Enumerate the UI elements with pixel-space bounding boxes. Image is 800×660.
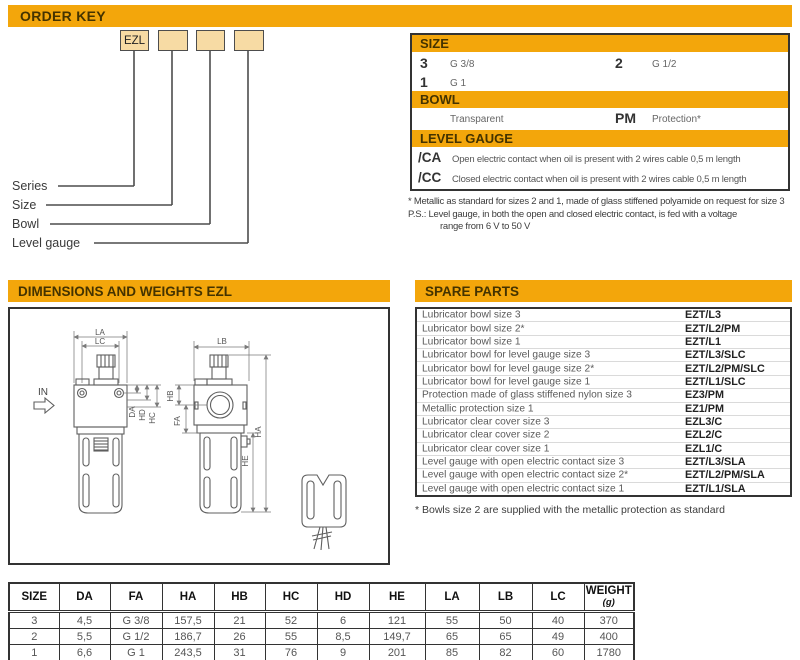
footnote-ps-line2: range from 6 V to 50 V	[440, 221, 531, 232]
dimensions-title: DIMENSIONS AND WEIGHTS EZL	[18, 283, 233, 299]
level-gauge-bracket-drawing	[302, 475, 346, 550]
spare-parts-list	[415, 307, 792, 497]
levelgauge-code-ca: /CA	[418, 150, 442, 165]
levelgauge-code-cc: /CC	[418, 170, 442, 185]
table-cell: 55	[425, 612, 479, 629]
table-cell: 76	[265, 645, 317, 660]
spare-part-code: EZL2/C	[685, 429, 723, 442]
levelgauge-desc-cc: Closed electric contact when oil is present with 2 wires cable 0,5 m length	[452, 174, 747, 185]
dim-label-he: HE	[241, 455, 250, 467]
table-header-cell: FA	[110, 583, 162, 612]
levelgauge-section-bar	[412, 130, 788, 147]
size-code-3: 3	[420, 55, 428, 71]
spare-part-row	[417, 376, 790, 389]
spare-part-desc: Level gauge with open electric contact size 3	[422, 456, 625, 468]
table-cell: G 1	[110, 645, 162, 660]
table-row	[9, 629, 634, 645]
levelgauge-desc-ca: Open electric contact when oil is present with 2 wires cable 0,5 m length	[452, 154, 741, 165]
spare-part-desc: Level gauge with open electric contact size 2*	[422, 469, 629, 481]
table-header-cell: HA	[162, 583, 214, 612]
spare-part-row	[417, 456, 790, 469]
order-key-connector-lines	[0, 0, 280, 260]
table-cell: G 1/2	[110, 629, 162, 645]
spare-part-row	[417, 443, 790, 456]
table-cell: 6,6	[59, 645, 110, 660]
spare-part-row	[417, 483, 790, 495]
size-desc-2: G 1/2	[652, 59, 677, 70]
table-header-cell: HB	[214, 583, 265, 612]
order-key-label-size: Size	[12, 198, 37, 212]
footnote-ps-line1: P.S.: Level gauge, in both the open and closed electric contact, is fed with a voltage	[408, 209, 737, 220]
table-cell: 121	[369, 612, 425, 629]
spare-part-code: EZL3/C	[685, 416, 723, 429]
spare-part-row	[417, 336, 790, 349]
table-header-cell-weight	[584, 583, 634, 612]
table-cell: 149,7	[369, 629, 425, 645]
spare-part-code: EZL1/C	[685, 442, 723, 455]
size-option-row	[412, 54, 788, 73]
spare-part-row	[417, 309, 790, 322]
size-section-bar	[412, 35, 788, 52]
table-cell: 65	[425, 629, 479, 645]
spare-part-code: EZ1/PM	[685, 402, 724, 415]
spare-part-desc: Lubricator bowl for level gauge size 2*	[422, 363, 595, 375]
table-header-cell: LC	[532, 583, 584, 612]
order-key-label-series: Series	[12, 179, 48, 193]
table-cell: 50	[479, 612, 532, 629]
spare-part-desc: Lubricator bowl for level gauge size 3	[422, 349, 591, 361]
spare-part-desc: Metallic protection size 1	[422, 403, 534, 415]
spare-part-code: EZT/L1	[685, 335, 721, 348]
table-cell: 65	[479, 629, 532, 645]
bowl-code-pm: PM	[615, 110, 636, 126]
spare-part-row	[417, 349, 790, 362]
spare-part-code: EZT/L2/PM	[685, 322, 741, 335]
table-cell: 2	[9, 629, 59, 645]
spare-part-row	[417, 429, 790, 442]
weight-header-line1: WEIGHT	[585, 585, 632, 598]
dim-label-lc: LC	[94, 337, 106, 346]
table-cell: 9	[317, 645, 369, 660]
spare-part-row	[417, 389, 790, 402]
table-cell: 82	[479, 645, 532, 660]
spare-parts-title: SPARE PARTS	[425, 283, 520, 299]
spare-part-code: EZT/L2/PM/SLA	[685, 469, 765, 482]
size-code-1: 1	[420, 74, 428, 90]
size-desc-1: G 1	[450, 78, 467, 89]
levelgauge-option-row	[412, 169, 788, 189]
spare-part-row	[417, 416, 790, 429]
table-cell: 49	[532, 629, 584, 645]
table-cell: 400	[584, 629, 634, 645]
table-header-cell: HC	[265, 583, 317, 612]
table-row	[9, 612, 634, 629]
series-code: EZL	[123, 34, 146, 47]
spare-parts-footnote: * Bowls size 2 are supplied with the metallic protection as standard	[415, 504, 725, 516]
table-cell: 3	[9, 612, 59, 629]
table-cell: 186,7	[162, 629, 214, 645]
bowl-section-bar	[412, 91, 788, 108]
table-cell: G 3/8	[110, 612, 162, 629]
technical-drawing	[10, 309, 388, 563]
front-view-drawing	[34, 328, 161, 513]
in-arrow-icon	[34, 398, 54, 413]
table-header-row	[9, 583, 634, 612]
footnote-metallic: * Metallic as standard for sizes 2 and 1, made of glass stiffened polyamide on request for size 3	[408, 196, 785, 207]
in-label: IN	[38, 387, 48, 398]
spare-part-code: EZT/L3	[685, 309, 721, 322]
bowl-desc-protection: Protection*	[652, 114, 701, 125]
table-cell: 370	[584, 612, 634, 629]
table-cell: 5,5	[59, 629, 110, 645]
spare-part-desc: Lubricator clear cover size 3	[422, 416, 550, 428]
table-cell: 1	[9, 645, 59, 660]
bowl-option-row	[412, 109, 788, 130]
table-cell: 157,5	[162, 612, 214, 629]
spare-part-desc: Level gauge with open electric contact size 1	[422, 483, 625, 495]
table-cell: 1780	[584, 645, 634, 660]
spare-part-code: EZT/L1/SLA	[685, 482, 746, 495]
spare-part-desc: Lubricator bowl for level gauge size 1	[422, 376, 591, 388]
side-view-drawing	[166, 337, 271, 513]
table-row	[9, 645, 634, 660]
spare-part-row	[417, 362, 790, 375]
dim-label-hb: HB	[166, 390, 175, 402]
table-cell: 52	[265, 612, 317, 629]
spare-part-desc: Lubricator bowl size 1	[422, 336, 521, 348]
spare-parts-header-bar	[415, 280, 792, 302]
order-key-label-bowl: Bowl	[12, 217, 40, 231]
table-cell: 243,5	[162, 645, 214, 660]
levelgauge-option-row	[412, 149, 788, 169]
table-header-cell: LB	[479, 583, 532, 612]
table-cell: 85	[425, 645, 479, 660]
table-header-cell: SIZE	[9, 583, 59, 612]
table-header-cell: HE	[369, 583, 425, 612]
table-cell: 8,5	[317, 629, 369, 645]
dimensions-header-bar	[8, 280, 390, 302]
bowl-section-title: BOWL	[420, 92, 460, 107]
technical-drawing-box	[8, 307, 390, 565]
weight-header-unit: (g)	[602, 597, 615, 609]
order-key-title: ORDER KEY	[20, 8, 106, 24]
table-cell: 21	[214, 612, 265, 629]
table-cell: 55	[265, 629, 317, 645]
size-code-2: 2	[615, 55, 623, 71]
dim-label-ha: HA	[254, 426, 263, 438]
table-cell: 201	[369, 645, 425, 660]
spare-part-desc: Lubricator clear cover size 2	[422, 429, 550, 441]
spare-part-code: EZ3/PM	[685, 389, 724, 402]
spare-part-row	[417, 469, 790, 482]
dim-label-lb: LB	[217, 337, 227, 346]
spare-part-code: EZT/L3/SLA	[685, 456, 746, 469]
table-cell: 6	[317, 612, 369, 629]
dim-label-fa: FA	[173, 416, 182, 426]
table-header-cell: HD	[317, 583, 369, 612]
table-cell: 26	[214, 629, 265, 645]
spare-part-desc: Lubricator bowl size 3	[422, 309, 521, 321]
order-key-label-levelgauge: Level gauge	[12, 236, 81, 250]
dim-label-hc: HC	[148, 412, 157, 424]
table-header-cell: LA	[425, 583, 479, 612]
size-option-row	[412, 73, 788, 91]
dim-label-da: DA	[128, 406, 137, 418]
dimensions-table	[8, 582, 635, 660]
spare-part-row	[417, 403, 790, 416]
spare-part-code: EZT/L1/SLC	[685, 375, 746, 388]
spare-part-row	[417, 322, 790, 335]
levelgauge-section-title: LEVEL GAUGE	[420, 131, 513, 146]
table-header-cell: DA	[59, 583, 110, 612]
spare-part-desc: Lubricator bowl size 2*	[422, 323, 525, 335]
dim-label-hd: HD	[138, 409, 147, 421]
options-panel	[410, 33, 790, 191]
dim-label-la: LA	[95, 328, 105, 337]
spare-part-code: EZT/L3/SLC	[685, 349, 746, 362]
bowl-desc-transparent: Transparent	[450, 114, 504, 125]
table-cell: 60	[532, 645, 584, 660]
size-desc-3: G 3/8	[450, 59, 475, 70]
table-cell: 40	[532, 612, 584, 629]
spare-part-desc: Lubricator clear cover size 1	[422, 443, 550, 455]
size-section-title: SIZE	[420, 36, 449, 51]
spare-part-desc: Protection made of glass stiffened nylon size 3	[422, 389, 632, 401]
table-cell: 4,5	[59, 612, 110, 629]
spare-part-code: EZT/L2/PM/SLC	[685, 362, 765, 375]
table-cell: 31	[214, 645, 265, 660]
